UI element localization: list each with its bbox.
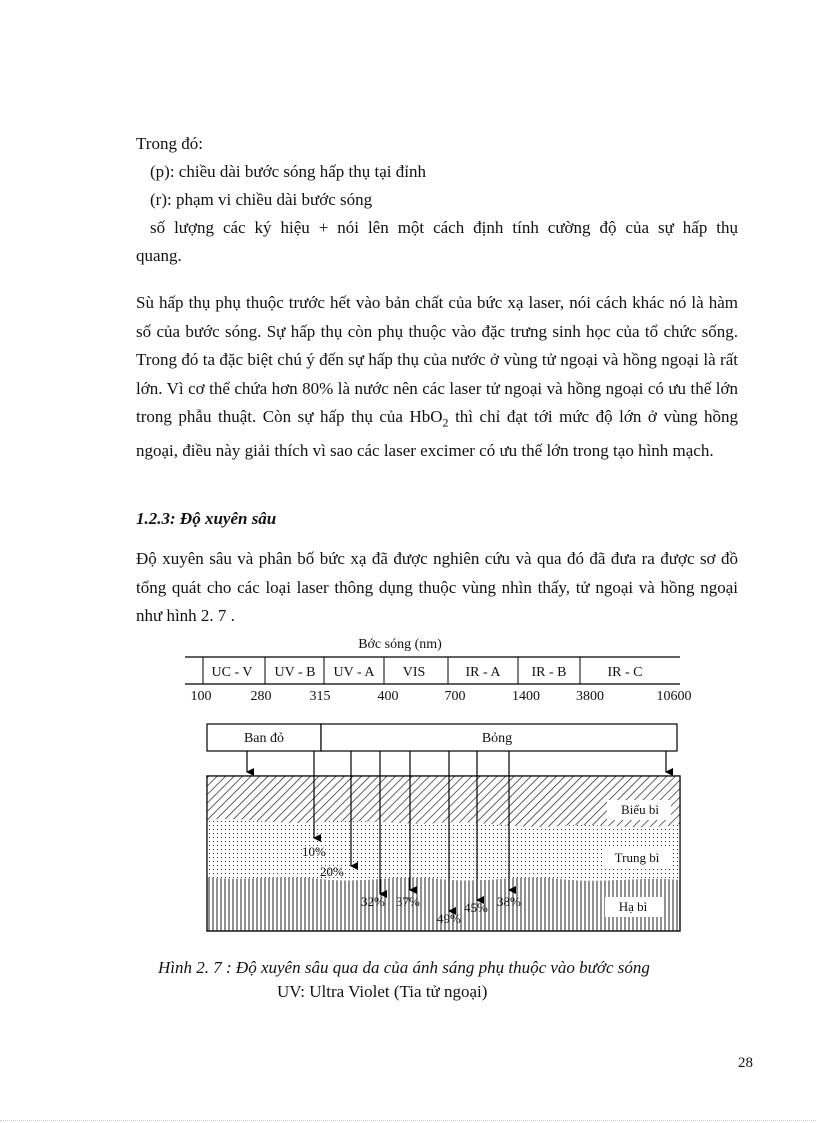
band-label: IR - A [465, 665, 501, 680]
page-bottom-border [0, 1120, 816, 1121]
figure-caption-note: UV: Ultra Violet (Tia tử ngoại) [277, 982, 488, 1001]
definition-p: (p): chiều dài bước sóng hấp thụ tại đỉnh [150, 162, 426, 181]
tick-label: 3800 [576, 689, 604, 704]
definition-r: (r): phạm vi chiều dài bước sóng [150, 190, 373, 209]
layer-epidermis: Biểu bì [621, 802, 659, 817]
band-label: UC - V [211, 665, 253, 680]
section-heading: 1.2.3: Độ xuyên sâu [136, 509, 277, 528]
tick-label: 10600 [656, 689, 692, 704]
tick-label: 315 [309, 689, 331, 704]
band-label: VIS [402, 665, 426, 680]
band-label: IR - C [607, 665, 643, 680]
tick-label: 400 [377, 689, 399, 704]
tick-label: 1400 [512, 689, 540, 704]
tick-label: 100 [190, 689, 212, 704]
percent-label: 38% [497, 894, 521, 909]
percent-label: 45% [464, 900, 488, 915]
percent-label: 20% [320, 864, 344, 879]
paragraph-absorption-part2: thì chỉ đạt tới mức độ lớn ở vùng hồng ngoại, điều này giải thích vì sao các laser excimer có ưu thế lớn trong tạo hình mạch. [136, 407, 738, 460]
band-label: UV - A [333, 665, 375, 680]
percent-label: 10% [302, 844, 326, 859]
intro-label: Trong đó: [136, 134, 203, 153]
layer-hypodermis: Hạ bì [618, 899, 648, 914]
definition-plus-line2: quang. [136, 246, 182, 265]
paragraph-absorption-part1: Sù hấp thụ phụ thuộc trước hết vào bản chất của bức xạ laser, nói cách khác nó là hàm số của bước sóng. Sự hấp thụ còn phụ thuộc vào đặc trưng sinh học của tổ chức sống. Trong đó ta đặc biệt chú ý đến sự hấp thụ của nước ở vùng tử ngoại và hồng ngoại là rất lớn. Vì cơ thể chứa hơn 80% là nước nên các laser tử ngoại và hồng ngoại có ưu thế lớn trong phẫu thuật. Còn sự hấp thụ của HbO [136, 293, 738, 426]
layer-dermis: Trung bì [614, 850, 660, 865]
band-label: UV - B [274, 665, 316, 680]
effect-erythema: Ban đỏ [243, 731, 285, 746]
figure-caption: Hình 2. 7 : Độ xuyên sâu qua da của ánh sáng phụ thuộc vào bước sóng [158, 958, 650, 977]
definition-plus-line1: số lượng các ký hiệu + nói lên một cách định tính cường độ của sự hấp thụ [150, 218, 738, 237]
percent-label: 49% [437, 911, 461, 926]
tick-label: 280 [250, 689, 272, 704]
page-number: 28 [738, 1055, 753, 1071]
band-label: IR - B [531, 665, 567, 680]
hbo2-subscript: 2 [442, 415, 449, 430]
percent-label: 37% [396, 894, 420, 909]
paragraph-penetration: Độ xuyên sâu và phân bố bức xạ đã được nghiên cứu và qua đó đã đưa ra được sơ đồ tổng quát cho các loại laser thông dụng thuộc vùng nhìn thấy, tử ngoại và hồng ngoại như hình 2. 7 . [136, 549, 738, 625]
wavelength-title: Bớc sóng (nm) [358, 637, 442, 652]
percent-label: 32% [361, 894, 385, 909]
effect-burn: Bỏng [481, 731, 513, 746]
tick-label: 700 [444, 689, 466, 704]
